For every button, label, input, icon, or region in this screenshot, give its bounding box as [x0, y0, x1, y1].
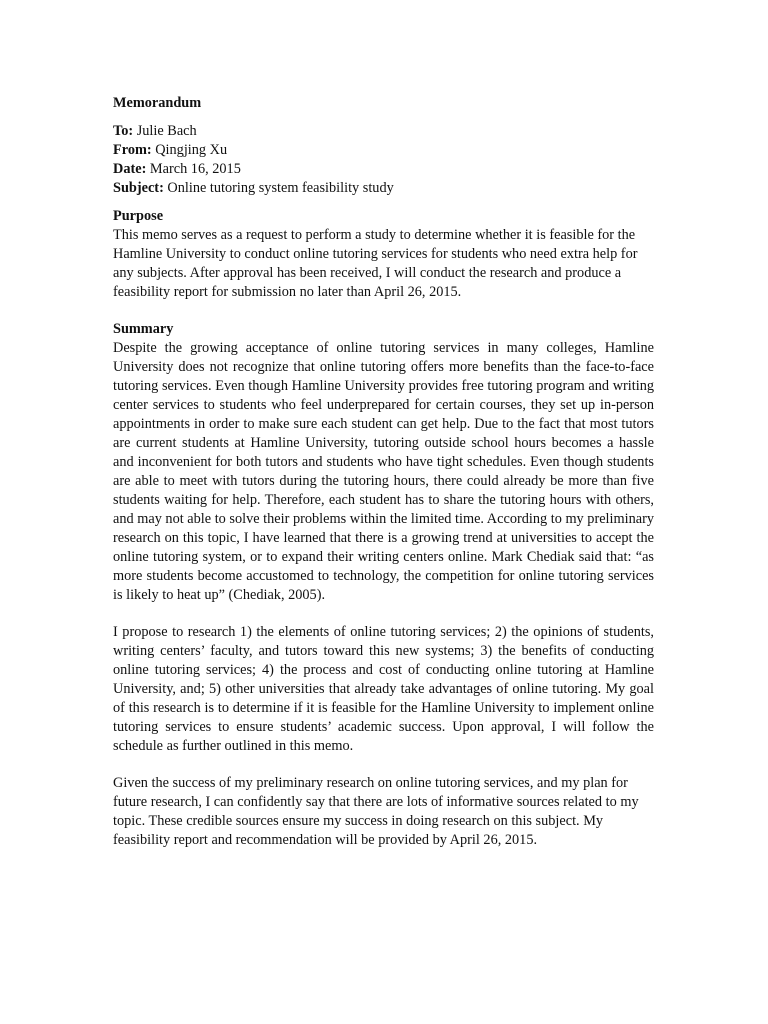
subject-label: Subject:: [113, 180, 164, 196]
purpose-heading: Purpose: [113, 208, 164, 224]
from-line: [113, 141, 654, 160]
to-label: To:: [113, 123, 134, 139]
memo-header-block: [113, 122, 654, 198]
memo-title: Memorandum: [113, 95, 202, 111]
date-line: [113, 160, 654, 179]
summary-paragraph-3: Given the success of my preliminary research on online tutoring services, and my plan for future research, I can confidently say that there are lots of informative sources related to my topic. These credible sources ensure my success in doing research on this subject. My feasibility report and recommendation will be provided by April 26, 2015.: [113, 775, 639, 848]
subject-value: Online tutoring system feasibility study: [167, 180, 394, 196]
from-label: From:: [113, 142, 152, 158]
memorandum: [113, 94, 654, 850]
purpose-paragraph: This memo serves as a request to perform a study to determine whether it is feasible for the Hamline University to conduct online tutoring services for students who need extra help for any subjects. After approval has been received, I will conduct the research and produce a feasibility report for submission no later than April 26, 2015.: [113, 227, 638, 300]
subject-line: [113, 179, 654, 198]
from-value: Qingjing Xu: [155, 142, 228, 158]
summary-paragraph-2: I propose to research 1) the elements of online tutoring services; 2) the opinions of students, writing centers’ faculty, and tutors toward this new systems; 3) the benefits of conducting online tutoring services; 4) the process and cost of conducting online tutoring at Hamline University, and; 5) other universities that already take advantages of online tutoring. My goal of this research is to determine if it is feasible for the Hamline University to implement online tutoring services to ensure students’ academic success. Upon approval, I will follow the schedule as further outlined in this memo.: [113, 624, 654, 754]
to-value: Julie Bach: [136, 123, 197, 139]
date-value: March 16, 2015: [149, 161, 241, 177]
to-line: [113, 122, 654, 141]
summary-paragraph-1: Despite the growing acceptance of online tutoring services in many colleges, Hamline University does not recognize that online tutoring offers more benefits than the face-to-face tutoring services. Even though Hamline University provides free tutoring program and writing center services to students who feel underprepared for certain courses, they set up in-person appointments in order to make sure each student can get help. Due to the fact that most tutors are current students at Hamline University, tutoring outside school hours becomes a hassle and inconvenient for both tutors and students who have tight schedules. Even though students are able to meet with tutors during the tutoring hours, there could already be more than five students waiting for help. Therefore, each student has to share the tutoring hours with others, and may not able to solve their problems within the limited time. According to my preliminary research on this topic, I have learned that there is a growing trend at universities to accept the online tutoring system, or to expand their writing centers online. Mark Chediak said that: “as more students become accustomed to technology, the competition for online tutoring services is likely to heat up” (Chediak, 2005).: [113, 340, 654, 603]
date-label: Date:: [113, 161, 147, 177]
summary-heading: Summary: [113, 321, 174, 337]
